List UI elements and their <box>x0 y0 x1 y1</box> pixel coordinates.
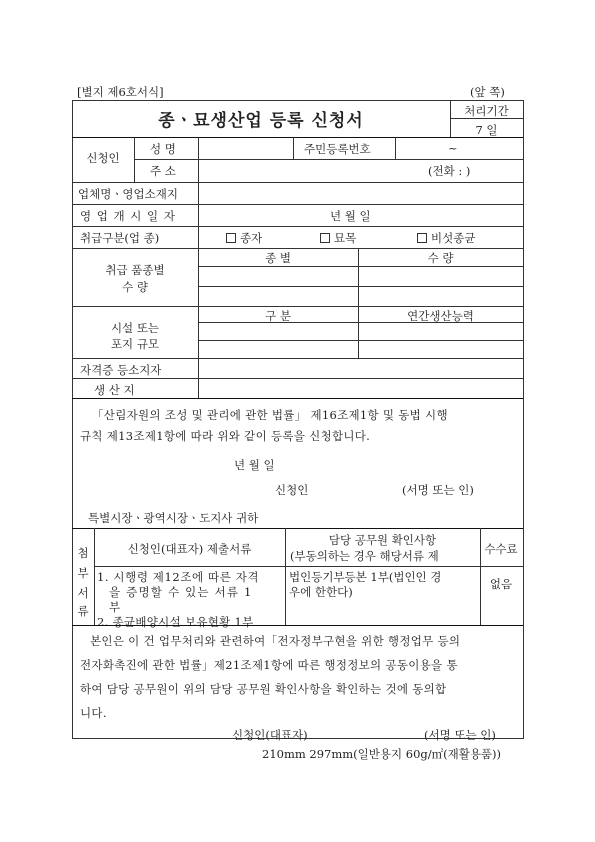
license-holder-label: 자격증 등소지자 <box>80 363 162 377</box>
species-quantity-label-2: 수 량 <box>122 280 148 294</box>
attachment-item-1-line-3: 부 <box>109 600 121 614</box>
capacity-cell[interactable] <box>359 323 521 339</box>
declaration-applicant-label: 신청인 <box>275 483 309 497</box>
attachment-item-2: 2. 종균배양시설 보유현황 1부 <box>97 615 254 629</box>
fee-header: 수수료 <box>484 542 518 556</box>
official-check-header-2: (부동의하는 경우 해당서류 제 <box>290 549 439 563</box>
option-seed[interactable]: 종자 <box>226 230 262 246</box>
attachment-item-1-line-1: 1. 시행령 제12조에 따른 자격 <box>97 570 260 584</box>
form-title: 종ㆍ묘생산업 등록 신청서 <box>158 110 364 131</box>
attachments-label-1: 첨 <box>77 546 89 560</box>
production-site-label: 생 산 지 <box>94 383 135 397</box>
address-field[interactable] <box>199 161 419 179</box>
seedling-checkbox[interactable] <box>320 233 330 243</box>
business-location-field[interactable] <box>199 184 521 202</box>
attachments-label-2: 부 <box>77 566 89 580</box>
attachment-item-1-line-2: 을 증명할 수 있는 서류 1 <box>109 585 253 599</box>
consent-line-3: 하여 담당 공무원이 위의 담당 공무원 확인사항을 확인하는 것에 동의합 <box>80 682 447 696</box>
official-check-header-1: 담당 공무원 확인사항 <box>328 533 437 547</box>
quantity-cell[interactable] <box>359 267 521 285</box>
submission-docs-header: 신청인(대표자) 제출서류 <box>127 542 252 556</box>
processing-period-label: 처리기간 <box>464 104 509 118</box>
species-quantity-label-1: 취급 품종별 <box>105 263 165 277</box>
consent-applicant-label: 신청인(대표자) <box>232 728 308 742</box>
paper-spec-footer: 210mm 297mm(일반용지 60g/㎡(재활용품)) <box>262 747 502 761</box>
declaration-line-1: 「산림자원의 조성 및 관리에 관한 법률」 제16조제1항 및 동법 시행 <box>92 408 448 422</box>
page-side-label: (앞 쪽) <box>470 85 505 99</box>
form-number: [별지 제6호서식] <box>77 85 164 99</box>
option-seedling[interactable]: 묘목 <box>320 230 356 246</box>
declaration-line-2: 규칙 제13조제1항에 따라 위와 같이 등록을 신청합니다. <box>80 429 371 443</box>
business-location-label: 업체명ㆍ영업소재지 <box>78 187 178 201</box>
division-column-header: 구 분 <box>265 309 291 323</box>
species-column-header: 종 별 <box>265 251 291 265</box>
consent-line-1: 본인은 이 건 업무처리와 관련하여「전자정부구현을 위한 행정업무 등의 <box>90 634 461 648</box>
division-cell[interactable] <box>199 323 357 339</box>
quantity-column-header: 수 량 <box>427 251 454 265</box>
declaration-date[interactable]: 년 월 일 <box>234 458 275 472</box>
consent-signature[interactable]: (서명 또는 인) <box>424 728 496 742</box>
official-check-item-line-2: 우에 한한다) <box>289 585 353 599</box>
option-mushroom-spawn[interactable]: 비섯종균 <box>417 230 475 246</box>
start-date-field[interactable]: 년 월 일 <box>330 209 371 223</box>
consent-line-4: 니다. <box>80 706 107 720</box>
species-cell[interactable] <box>199 267 357 285</box>
annual-capacity-column-header: 연간생산능력 <box>407 309 474 323</box>
applicant-label: 신청인 <box>86 151 120 165</box>
category-label: 취급구분(업 종) <box>80 231 160 245</box>
official-check-item-line-1: 법인등기부등본 1부(법인인 경 <box>289 570 442 584</box>
processing-period-value: 7 일 <box>475 123 498 137</box>
attachments-label-4: 류 <box>77 604 89 618</box>
fee-value: 없음 <box>489 577 513 591</box>
attachments-label-3: 서 <box>77 586 89 600</box>
facility-label-2: 포지 규모 <box>110 337 160 351</box>
consent-line-2: 전자화촉진에 관한 법률」제21조제1항에 따른 행정정보의 공동이용을 통 <box>80 658 458 672</box>
rrn-field[interactable]: ~ <box>448 141 458 155</box>
declaration-signature[interactable]: (서명 또는 인) <box>402 483 474 497</box>
production-site-field[interactable] <box>199 380 521 396</box>
phone-field[interactable]: (전화 : ) <box>428 164 471 178</box>
name-field[interactable] <box>199 139 292 157</box>
address-label: 주 소 <box>150 164 176 178</box>
rrn-label: 주민등록번호 <box>304 142 371 156</box>
start-date-label: 영 업 개 시 일 자 <box>80 209 176 223</box>
license-holder-field[interactable] <box>199 360 521 376</box>
mushroom-spawn-checkbox[interactable] <box>417 233 427 243</box>
facility-label-1: 시설 또는 <box>110 321 160 335</box>
seed-checkbox[interactable] <box>226 233 236 243</box>
name-label: 성 명 <box>150 142 176 156</box>
recipient: 특별시장ㆍ광역시장ㆍ도지사 귀하 <box>88 511 259 525</box>
